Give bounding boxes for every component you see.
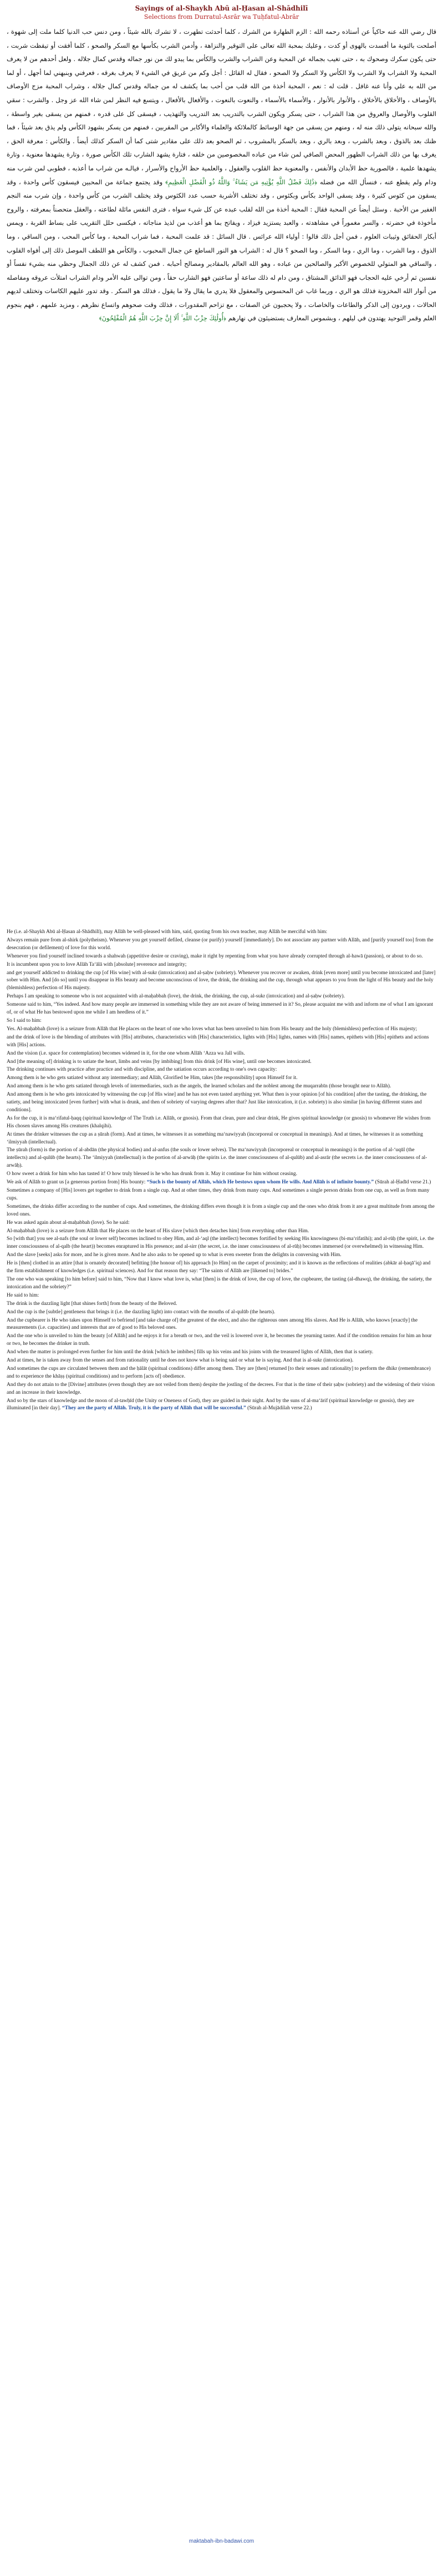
arabic-paragraph: وقد يجتمع جماعة من المحبين فيسقون كأس واحدة ، وقد يسقون من كئوس كثيرة ، وقد يسقى الواحد بكأس وبكئوس ، وقد تختلف الأشربة حسب عدد الكئوس وقد يختلف الشرب من كأس واحدة ، وإن شرب منه النجم الغفير من الأحبة .	[7, 178, 436, 213]
english-paragraph	[7, 1333, 436, 1348]
english-text: And among them is he who gets satiated through levels of intermediaries, such as the angels, the learned scholars and the noblest among the muqarrabīn (those brought near to Allāh).	[7, 1083, 391, 1090]
arabic-paragraph: ولعل أحدهم من لا يعرف المحبة ولا الشراب ولا الشرب ولا الكأس ولا السكر ولا الصحو ، فقال له القائل : أجل وكم من غريق في الشيء لا يعرف بغرقه ، فعرفني وبنبهني لما أجهل ، أو لما من الله به علي وأنا عنه غافل .	[7, 55, 436, 90]
english-text: And the cupbearer is He who takes upon Himself to befriend [and take charge of] the greatest of the elect, and also the righteous ones among His slaves. And He is Allāh, who knows [exactly] the measurements (i.e. capacities) and interests that are of good to His beloved ones.	[7, 1317, 418, 1331]
english-paragraph	[7, 1203, 436, 1219]
english-translation	[7, 929, 436, 2533]
english-text: Someone said to him, “Yes indeed. And how many people are immersed in something while they are not aware of being immersed in it? So, please acquaint me with and inform me of what I am ignorant of, or of what He has bestowed upon me while I am heedless of it.”	[7, 1002, 434, 1016]
english-paragraph	[7, 1398, 436, 1413]
english-paragraph	[7, 1260, 436, 1276]
english-paragraph	[7, 1147, 436, 1170]
english-paragraph	[7, 1034, 436, 1050]
page-title: Sayings of al-Shaykh Abū al-Ḥasan al-Shādhilī	[135, 4, 308, 12]
english-text: So [with that] you see al-nafs (the soul or lower self) becomes inclined to obey Him, and al-‘aql (the intellect) becomes fortified by seeking His knowingness (bi-ma‘rifatihi); and al-rūḥ (the spirit, i.e. the inner consciousness of al-qalb (the heart)) becomes enraptured in His presence; and al-sirr (the secret, i.e. the inner consciousness of al-rūḥ) becomes immersed (or overwhelmed) in witnessing Him.	[7, 1236, 434, 1250]
english-text: and the drink of love is the blending of attributes with [His] attributes, characteristics with [His] characteristics, lights with [His] lights, names with [His] names, epithets with [His] epithets and actions with [His] actions.	[7, 1034, 429, 1048]
english-paragraph	[7, 1365, 436, 1381]
english-text: He is [then] clothed in an attire [that is ornately decorated] befitting [the honour of] his approach [to Him] on the carpet of proximity; and it is known as the reflections of realities (abkār al-ḥaqā’iq) and the firm establishment of knowledges (i.e. spiritual sciences). And for that reason they say: “The saints of Allāh are [likened to] brides.”	[7, 1261, 431, 1274]
arabic-paragraph: قلت له : نعم ، المحبة أخذة من الله قلب من أحب بما يكشف له من جماله وقدس كمال جلاله ، وشراب المحبة مزج الأوصاف بالأوصاف ، والأخلاق بالأخلاق ، والأنوار بالأنوار ، والأسماء بالأسماء ، والنعوت بالنعوت ، والأفعال بالأفعال ، ويتسع فيه النظر لمن شاء الله عز وجل .	[7, 82, 436, 104]
english-paragraph	[7, 1187, 436, 1203]
site-link[interactable]: maktabah-ibn-badawi.com	[189, 2538, 254, 2544]
english-text: And sometimes the cups are circulated between them and the ḥālāt (spiritual conditions) differ among them. They are [then] returned [to their senses and rationality] to perform the dhikr (remembrance) and to experience the khāṣṣ (spiritual conditions) and to perform [acts of] obedience.	[7, 1365, 431, 1379]
english-paragraph	[7, 1309, 436, 1317]
english-paragraph	[7, 937, 436, 952]
english-paragraph	[7, 1131, 436, 1147]
english-text: (Sūrah al-Ḥadīd verse 21.)	[374, 1179, 431, 1186]
english-paragraph	[7, 1276, 436, 1292]
arabic-paragraph: فمن كشف له عن ذلك الجمال وحظي منه بشيء نفساً أو نفسين ثم أرخي عليه الحجاب فهو الذائق المشتاق ، ومن دام له ذلك ساعة أو ساعتين فهو الشارب حقاً ، ومن توالى عليه الأمر ودام الشراب امتلأت عروقه ومفاصله من أنوار الله المخزونة فذلك هو الري ، وربما غاب عن المحسوس والمعقول فلا يدري ما يقال ولا ما يقول ، فذلك هو السكر .	[7, 260, 436, 295]
english-paragraph	[7, 1083, 436, 1091]
english-text: So I said to him:	[7, 1017, 42, 1024]
arabic-paragraph: وسئل أيضاً عن المحبة فقال : المحبة أخذة من الله لقلب عبده عن كل شيء سواه ، فترى النفس مائلة لطاعته ، والعقل متحصناً بمعرفته ، والروح مأخوذة في حضرته ، والسر مغموراً في مشاهدته ، والعبد يستزيد فيزاد ، ويفاتح بما هو أعذب من لذيذ مناجاته ، فيكسى حلل التقريب على بساط القربة ، ويمس أبكار الحقائق وثيبات العلوم ، فمن أجل ذلك قالوا : أولياء الله عرائس .	[7, 205, 436, 240]
english-paragraph	[7, 1382, 436, 1397]
english-paragraph	[7, 970, 436, 993]
english-text: He was asked again about al-maḥabbah (love). So he said:	[7, 1219, 130, 1226]
arabic-quran-verse: ﴿ذَٰلِكَ فَضْلُ اللَّهِ يُؤْتِيهِ مَن يَشَاءُ ۚ وَاللَّهُ ذُو الْفَضْلِ الْعَظِيمِ﴾	[162, 178, 318, 186]
english-text: And among them is he who gets intoxicated by witnessing the cup [of His wine] and he has not even tasted anything yet. What then is your opinion [of his condition] after the tasting, the drinking, the satiety, and being intoxicated [even further] with what is drunk, and then of sobriety of varying degrees after that? Just like intoxication, it (i.e. sobriety) is also similar [in having different states and conditions].	[7, 1092, 427, 1113]
english-paragraph	[7, 993, 436, 1001]
arabic-paragraph: قال له : الشراب هو النور الساطع عن جمال المحبوب ، والكأس هو اللطف الموصل ذلك إلى أفواه القلوب ، والساقي هو المتولي للخصوص الأكبر والصالحين من عباده ، وهو الله العالم بالمقادير ومصالح أحبابه .	[7, 246, 436, 268]
english-paragraph	[7, 1075, 436, 1082]
page	[7, 0, 436, 2544]
english-text: And [the meaning of] drinking is to satiate the heart, limbs and veins [by imbibing] from this drink [of His wine], until one becomes intoxicated.	[7, 1058, 312, 1065]
english-paragraph	[7, 1349, 436, 1357]
english-text: Perhaps I am speaking to someone who is not acquainted with al-maḥabbah (love), the drink, the drinking, the cup, al-sukr (intoxication) and al-ṣaḥw (sobriety).	[7, 994, 345, 1000]
english-paragraph	[7, 1017, 436, 1025]
english-text: The ṣūrah (form) is the portion of al-abdān (the physical bodies) and al-anfus (the souls or lower selves). The ma‘nawiyyah (incorporeal or conceptual in meanings) is the portion of al-‘uqūl (the intellects) and al-qulūb (the hearts). The ‘ilmiyyah (intellectual) is the portion of al-arwāḥ (the spirits i.e. the inner consciousness of al-qulūb) and al-asrār (the secrets i.e. the inner consciousness of al-arwāḥ).	[7, 1147, 427, 1169]
english-paragraph	[7, 1357, 436, 1365]
english-text: He (i.e. al-Shaykh Abū al-Ḥasan al-Shādhilī), may Allāh be well-pleased with him, said, quoting from his own teacher, may Allāh be merciful with him:	[7, 929, 328, 935]
english-paragraph	[7, 1171, 436, 1178]
english-text: And the one who is unveiled to him the beauty [of Allāh] and he enjoys it for a breath or two, and the veil is lowered over it, he becomes the yearning taster. And if the condition remains for him an hour or two, he becomes the drinker in truth.	[7, 1333, 432, 1347]
english-text: Al-maḥabbah (love) is a seizure from Allāh that He places on the heart of His slave [which then detaches him] from everything other than Him.	[7, 1228, 309, 1234]
english-text: And when the matter is prolonged even further for him until the drink [which he imbibes] fills up his veins and his joints with the treasured lights of Allāh, then that is satiety.	[7, 1349, 374, 1355]
english-text: (Sūrah al-Mujādilah verse 22.)	[246, 1405, 312, 1411]
english-text: And the cup is the [subtle] gentleness that brings it (i.e. the dazzling light) into contact with the mouths of al-qulūb (the hearts).	[7, 1309, 276, 1315]
english-text: And they do not attain to the [Divine] attributes (even though they are not veiled from them) despite the jostling of the decrees. For that is the time of their ṣaḥw (sobriety) and the widening of their vision and an increase in their knowledge.	[7, 1382, 435, 1395]
english-paragraph	[7, 1001, 436, 1017]
english-paragraph	[7, 1066, 436, 1074]
english-quran-quote: “Such is the bounty of Allāh, which He bestows upon whom He wills. And Allāh is of infinite bounty.”	[146, 1179, 374, 1186]
english-paragraph	[7, 1219, 436, 1227]
english-paragraph	[7, 1091, 436, 1115]
arabic-quran-verse: ﴿أُولَٰئِكَ حِزْبُ اللَّهِ ۚ أَلَا إِنَّ حِزْبَ اللَّهِ هُمُ الْمُفْلِحُونَ﴾	[99, 314, 227, 322]
english-paragraph	[7, 929, 436, 936]
english-text: And at times, he is taken away from the senses and from rationality until he does not know what is being said or what he is saying. And that is al-sukr (intoxication).	[7, 1358, 354, 1364]
english-text: We ask of Allāh to grant us [a generous portion from] His bounty:	[7, 1179, 147, 1186]
english-paragraph	[7, 953, 436, 961]
english-text: Sometimes, the drinks differ according to the number of cups. And sometimes, the drinking differs even though it is from a single cup and the ones who drink from it are a great multitude from among the loved ones.	[7, 1203, 435, 1217]
english-text: At times the drinker witnesses the cup as a ṣūrah (form). And at times, he witnesses it as something ma‘nawiyyah (incorporeal or conceptual in meanings). And at times, he witnesses it as something ‘ilmiyyah (intellectual).	[7, 1131, 423, 1145]
english-text: O how sweet a drink for him who has tasted it! O how truly blessed is he who has drunk from it. May it continue for him without ceasing.	[7, 1171, 297, 1177]
page-subtitle: Selections from Durratul-Asrār wa Tuḥfatul-Abrār	[144, 13, 299, 21]
english-paragraph	[7, 961, 436, 969]
english-text: and get yourself addicted to drinking the cup [of His wine] with al-sukr (intoxication) and al-ṣaḥw (sobriety). Whenever you recover or awaken, drink [even more] until you become intoxicated and [later] sober with Him. And [do so] until you disappear in His beauty and become unconscious of love, the drink, the drinking and the cup, through what appears to you from the light of His beauty and the holy (blemishless) perfection of His majesty.	[7, 970, 436, 991]
english-text: And the vision (i.e. space for contemplation) becomes widened in it, for the one whom Allāh ‘Azza wa Jall wills.	[7, 1050, 245, 1056]
english-text: Sometimes a company of [His] lovers get together to drink from a single cup. And at other times, they drink from many cups. And sometimes a single person drinks from one cup, as well as from many cups.	[7, 1188, 430, 1201]
english-paragraph	[7, 1050, 436, 1058]
english-paragraph	[7, 1317, 436, 1333]
english-quran-quote: “They are the party of Allāh. Truly, it is the party of Allāh that will be successful.”	[62, 1405, 246, 1411]
english-text: And the slave [seeks] asks for more, and he is given more. And he also asks to be opened up to what is even sweeter from the delights in conversing with Him.	[7, 1252, 342, 1258]
english-paragraph	[7, 1026, 436, 1034]
arabic-text	[7, 25, 436, 925]
arabic-paragraph: والكأس : معرفة الحق ، يغرف بها من ذلك الشراب الطهور المحض الصافي لمن شاء من عباده المخصوصين من خلقه ، فتارة يشهد الشارب تلك الكأس صورة ، وتارة يشهدها معنوية ، وتارة يشهدها علمية ، فالصورية حظ الأبدان والأنفس ، والمعنوية حظ القلوب والعقول ، والعلمية حظ الأرواح والأسرار ، فيالـه من شراب ما أعذبه ، فطوبى لمن شرب منه ودام ولم يقطع عنه ، فنسأل الله من فضله	[7, 137, 436, 186]
english-text: Whenever you find yourself inclined towards a shahwah (appetitive desire or craving), make it right by repenting from what you have already corrupted through al-hawā (passion), or about to do so.	[7, 953, 423, 959]
arabic-paragraph: والشرب : سقي القلوب والأوصال والعروق من هذا الشراب ، حتى يسكر ويكون الشرب بالتدريب بعد التدريب والتهذيب ، فيسقى كل على قدره ، فمنهم من يسقى بغير واسطة ، والله سبحانه يتولى ذلك منه له ، ومنهم من يسقى من جهة الوسائط كالملائكة والعلماء والأكابر من المقربين ، فمنهم من يسكر بشهود الكأس ولم يذق بعد شيئاً ، فما ظنك بعد بالذوق ، وبعد بالشرب ، وبعد بالري ، وبعد بالسكر بالمشروب ، ثم الصحو بعد ذلك على مقادير شتى كما أن السكر كذلك أيضاً .	[7, 95, 436, 145]
english-paragraph	[7, 1300, 436, 1308]
english-text: He said to him:	[7, 1292, 39, 1298]
english-paragraph	[7, 1252, 436, 1259]
english-paragraph	[7, 1236, 436, 1251]
english-text: As for the cup, it is ma‘rifatul-ḥaqq (spiritual knowledge of The Truth i.e. Allāh, or gnosis). From that clean, pure and clear drink, He gives spiritual knowledge (or gnosis) to whomever He wishes from His chosen slaves among His creatures (khalqihi).	[7, 1115, 431, 1129]
english-text: The one who was speaking [to him before] said to him, “Now that I know what love is, what [then] is the drink of love, the cup of love, the cupbearer, the tasting (al-dhawq), the drinking, the satiety, the intoxication and the sobriety?”	[7, 1276, 432, 1290]
english-paragraph	[7, 1115, 436, 1131]
english-paragraph	[7, 1179, 436, 1187]
english-text: It is incumbent upon you to love Allāh Ta‘ālā with [absolute] reverence and integrity;	[7, 961, 187, 967]
english-paragraph	[7, 1058, 436, 1066]
english-text: Among them is he who gets satiated without any intermediary; and Allāh, Glorified be Him, takes [the responsibility] upon Himself for it.	[7, 1075, 298, 1081]
english-text: Always remain pure from al-shirk (polytheism). Whenever you get yourself defiled, cleanse (or purify) yourself [immediately]. Do not associate any partner with Allāh, and [purify yourself too] from the desecration (or defilement) of love for this world.	[7, 937, 434, 951]
english-paragraph	[7, 1292, 436, 1300]
english-text: The drink is the dazzling light [that shines forth] from the beauty of the Beloved.	[7, 1300, 177, 1307]
arabic-paragraph: وقد تدور عليهم الكاسات وتختلف لديهم الحالات ، ويردون إلى الذكر والطاعات والخاصات ، ولا يحجبون عن الصفات ، مع تزاحم المقدورات ، فذلك وقت صحوهم واتساع نظرهم ، ومزيد علمهم ، فهم بنجوم العلم وقمر التوحيد يهتدون في ليلهم ، وبشموس المعارف يستضيئون في نهارهم	[7, 287, 436, 322]
english-paragraph	[7, 1228, 436, 1236]
english-text: The drinking continues with practice after practice and with discipline, and the satiation occurs according to one's own capacity:	[7, 1067, 277, 1073]
english-text: And so by the stars of knowledge and the moon of al-tawḥīd (the Unity or Oneness of God), they are guided in their night. And by the suns of al-ma‘ārif (spiritual knowledge or gnosis), they are illuminated [in their day].	[7, 1398, 415, 1411]
english-text: Yes. Al-maḥabbah (love) is a seizure from Allāh that He places on the heart of one who loves what has been unveiled to him from His beauty and the holy (blemishless) perfection of His majesty;	[7, 1026, 417, 1032]
arabic-paragraph: قال السائل : قد علمت المحبة ، فما شراب المحبة ، وما كأس المحب ، ومن الساقي ، وما الذوق ، وما الشرب ، وما الري ، وما السكر ، وما الصحو ؟	[7, 232, 436, 254]
arabic-paragraph: قال رضي الله عنه حاكياً عن أستاذه رحمه الله : الزم الطهارة من الشرك ، كلما أحدثت تطهرت ، لا تشرك بالله شيئاً ، ومن دنس حب الدنيا كلما ملت إلى شهوة ، أصلحت بالتوبة ما أفسدت بالهوى أو كدت ، وعليك بمحبة الله تعالى على التوقير والنزاهة ، وأدمن الشرب بكأسها مع السكر والصحو ، كلما أفقت أو تيقظت شربت ، حتى يكون سكرك وصحوك به ، حتى تغيب بجماله عن المحبة وعن الشراب والشرب والكأس بما يبدو لك من نور جماله وقدس كمال جلاله .	[7, 28, 436, 63]
